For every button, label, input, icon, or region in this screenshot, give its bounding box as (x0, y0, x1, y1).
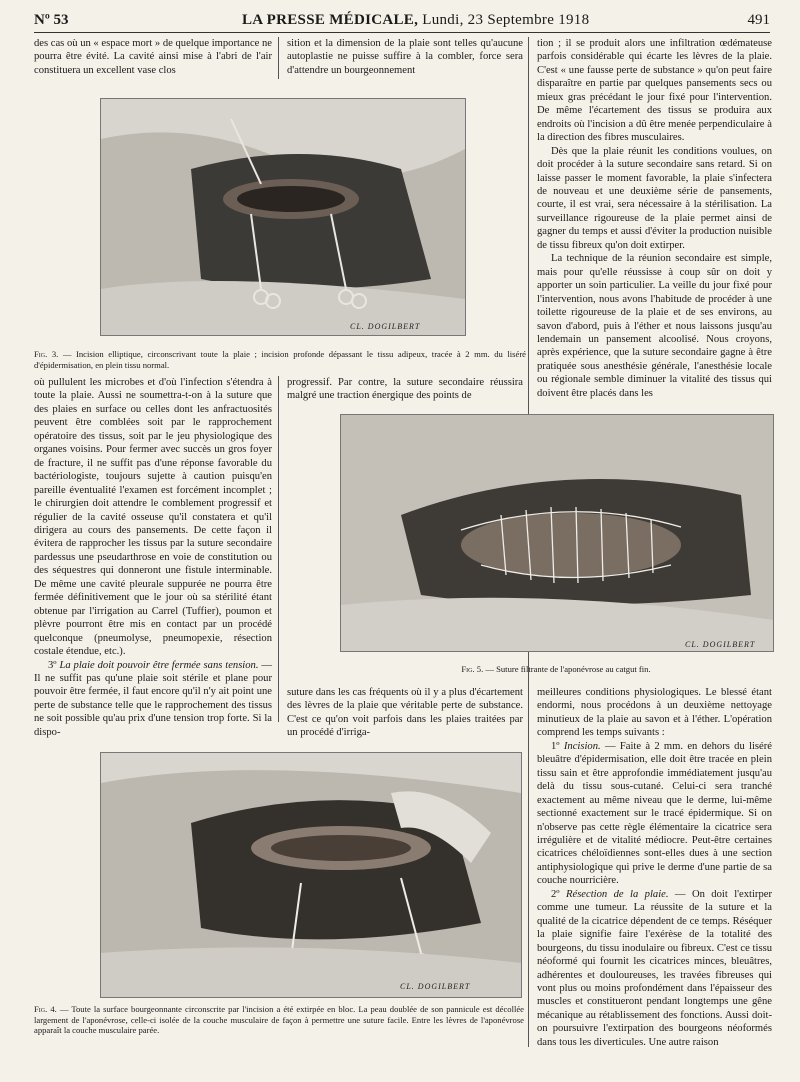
paragraph: progressif. Par contre, la suture secondaire réussira malgré une traction énergique des points de (287, 377, 523, 402)
figure-3-caption-text: — Incision elliptique, circonscrivant toute la plaie ; incision profonde dépassant le tissu adipeux, tracée à 2 mm. du liséré d'épidermisation, en plein tissu normal. (34, 349, 526, 370)
page-header (34, 6, 770, 32)
section-body: — Il ne suffit pas qu'une plaie soit stérile et plane pour pouvoir être fermée, il faut encore qu'il n'y ait point une perte de substance telle que le rapprochement des tissus ne soit possible qu'au prix d'une tension trop forte. Si la dispo- (34, 659, 272, 738)
column-c-top (537, 37, 772, 400)
suture-photo-image (341, 415, 773, 651)
paragraph: suture dans les cas fréquents où il y a plus d'écartement des lèvres de la plaie que véritable perte de substance. C'est ce qu'on voit parfois dans les plaies traitées par un procédé d'irriga- (287, 687, 523, 739)
paragraph: La technique de la réunion secondaire est simple, mais pour qu'elle réussisse à coup sûr on doit y apporter un soin particulier. La veille du jour fixé pour l'intervention, nous avons l'habitude de procéder à une toilette rigoureuse de la plaie et de ses environs, au savon d'abord, puis à l'éther et nous laissons jusqu'au lendemain un pansement alcoolisé. Nous croyons, après expérience, que la suture secondaire gagne à être pratiquée sous anesthésie générale, l'anesthésie locale ou régionale semble diminuer la vitalité des tissus qui doivent être placés dans les (537, 253, 772, 399)
section-number: 3º (48, 659, 57, 671)
paragraph: où pullulent les microbes et d'où l'infection s'étendra à toute la plaie. Aussi ne soumettra-t-on à la suture que des plaies en surface ou celles dont les anfractuosités peuvent être comblées soit par le rapprochement opératoire des tissus, soit par le jeu physiologique des organes voisins. Pour fermer avec succès un gros foyer de fracture, il ne suffit pas d'une réponse favorable du bactériologiste, toujours sujette à caution puisqu'en pareille éventualité l'examen est forcément incomplet ; le chirurgien doit attendre le comblement progressif et régulier de la cavité osseuse qu'il constatera et qu'il dirigera au cours des pansements. De cette façon il évitera de rapprocher les tissus par la suture secondaire pardessus une pseudarthrose en voie de constitution ou des séquestres qui donneront une fistule interminable. De même une cavité pleurale suppurée ne pourra être fermée définitivement que le jour où sa stérilité étant obtenue par l'irrigation au Carrel (Tuffier), poumon et plèvre pourront être mis en contact par un procédé quelconque (pneumolyse, pneumopexie, résection costale étendue, etc.). (34, 377, 272, 658)
step-2 (537, 888, 772, 1049)
step-title: Résection de la plaie. (566, 888, 669, 900)
figure-4-signature: CL. DOGILBERT (400, 982, 471, 991)
figure-4-caption-text: — Toute la surface bourgeonnante circonscrite par l'incision a été extirpée en bloc. La peau doublée de son pannicule est décollée largement de l'aponévrose, celle-ci isolée de la couche musculaire de façon à permettre une suture facile. Entre les lèvres de l'aponévrose apparaît la couche musculaire parée. (34, 1004, 524, 1036)
paragraph: meilleures conditions physiologiques. Le blessé étant endormi, nous procédons à un deuxième nettoyage minutieux de la plaie au savon et à l'éther. L'opération comprend les temps suivants : (537, 687, 772, 739)
step-1 (537, 740, 772, 888)
figure-3-photo (100, 98, 466, 336)
step-number: 2º (551, 888, 560, 900)
figure-3-caption (34, 349, 526, 370)
figure-5-caption (340, 664, 772, 675)
column-c-bottom (537, 686, 772, 1049)
column-divider (278, 37, 279, 79)
figure-4-photo (100, 752, 522, 998)
column-b-bottom (287, 686, 523, 740)
page-number: 491 (747, 12, 770, 28)
paragraph: Dès que la plaie réunit les conditions voulues, on doit procéder à la suture secondaire sans retard. Si on laisse passer le moment favorable, la plaie s'infectera de nouveau et une deuxième série de pansements, courte, il est vrai, sera nécessaire à la stérilisation. La surveillance rigoureuse de la plaie permet ainsi de gagner du temps et aussi d'éviter la production nuisible de tissu fibreux qu'on doit extirper. (537, 145, 772, 251)
column-b-top (287, 37, 523, 77)
step-title: Incision. (563, 740, 601, 752)
figure-3-label: Fig. 3. (34, 349, 59, 359)
figure-5-caption-text: — Suture filtrante de l'aponévrose au catgut fin. (483, 664, 651, 674)
paragraph: sition et la dimension de la plaie sont telles qu'aucune autoplastie ne puisse suffire à la combler, force sera d'attendre un bourgeonnement (287, 38, 523, 76)
column-a-top (34, 37, 272, 77)
paragraph-3 (34, 659, 272, 740)
issue-date: Lundi, 23 Septembre 1918 (422, 12, 590, 28)
journal-title-line (242, 12, 589, 29)
header-rule (34, 32, 770, 33)
resection-photo-image (101, 753, 521, 997)
figure-4-label: Fig. 4. (34, 1004, 57, 1014)
column-b-middle (287, 376, 523, 403)
section-title: La plaie doit pouvoir être fermée sans tension. (59, 659, 259, 671)
column-a-middle (34, 376, 272, 739)
journal-title: LA PRESSE MÉDICALE, (242, 12, 419, 28)
step-body: — Faite à 2 mm. en dehors du liséré bleuâtre d'épidermisation, elle doit être tracée en plein tissu sain et être approfondie immédiatement jusqu'au delà du tissu sous-cutané. Celui-ci sera tranché exactement au même niveau que le derme, lui-même sectionné exactement sur le tracé épidermique. Si on n'observe pas cette règle élémentaire la cicatrice sera irrégulière et de vitalité médiocre. Peut-être certaines cicatrices chéloïdiennes sont-elles dues à une section antiphysiologique qui prive le derme d'une partie de sa couche nourricière. (537, 740, 772, 887)
paragraph: des cas où un « espace mort » de quelque importance ne pourra être évité. La cavité ainsi mise à l'abri de l'air constituera un excellent vase clos (34, 38, 272, 76)
surgery-photo-image (101, 99, 465, 335)
figure-5-photo (340, 414, 774, 652)
figure-5-label: Fig. 5. (461, 664, 484, 674)
issue-number: Nº 53 (34, 12, 69, 28)
paragraph: tion ; il se produit alors une infiltration œdémateuse parfois considérable qui écarte les lèvres de la plaie. C'est « une fausse perte de substance » qu'on peut faire disparaître en partie par quelques pansements secs ou mieux gras précédant le jour fixé pour l'intervention. De même l'écartement des tissus se produira aux endroits où l'incision a dû être menée perpendiculaire à la direction des fibres musculaires. (537, 38, 772, 144)
column-divider (278, 376, 279, 722)
step-body: — On doit l'extirper comme une tumeur. La réussite de la suture et la qualité de la cicatrice dépendent de ce temps. Réséquer la plaie signifie faire l'exérèse de la totalité des bourgeons, du tissu inodulaire ou fibreux. C'est ce tissu néoformé qui fournit les cicatrices minces, bleuâtres, adhérentes et douloureuses, les travées fibreuses qui vont plus ou moins profondément dans l'épaisseur des muscles et constitueront pendant longtemps une gêne mécanique au rétablissement des fonctions. Aussi doit-on poursuivre l'extirpation des bourgeons néoformés dans tous les diverticules. Une autre raison (537, 888, 772, 1048)
figure-4-caption (34, 1004, 524, 1036)
figure-3-signature: CL. DOGILBERT (350, 322, 421, 331)
step-number: 1º (551, 740, 560, 752)
figure-5-signature: CL. DOGILBERT (685, 640, 756, 649)
